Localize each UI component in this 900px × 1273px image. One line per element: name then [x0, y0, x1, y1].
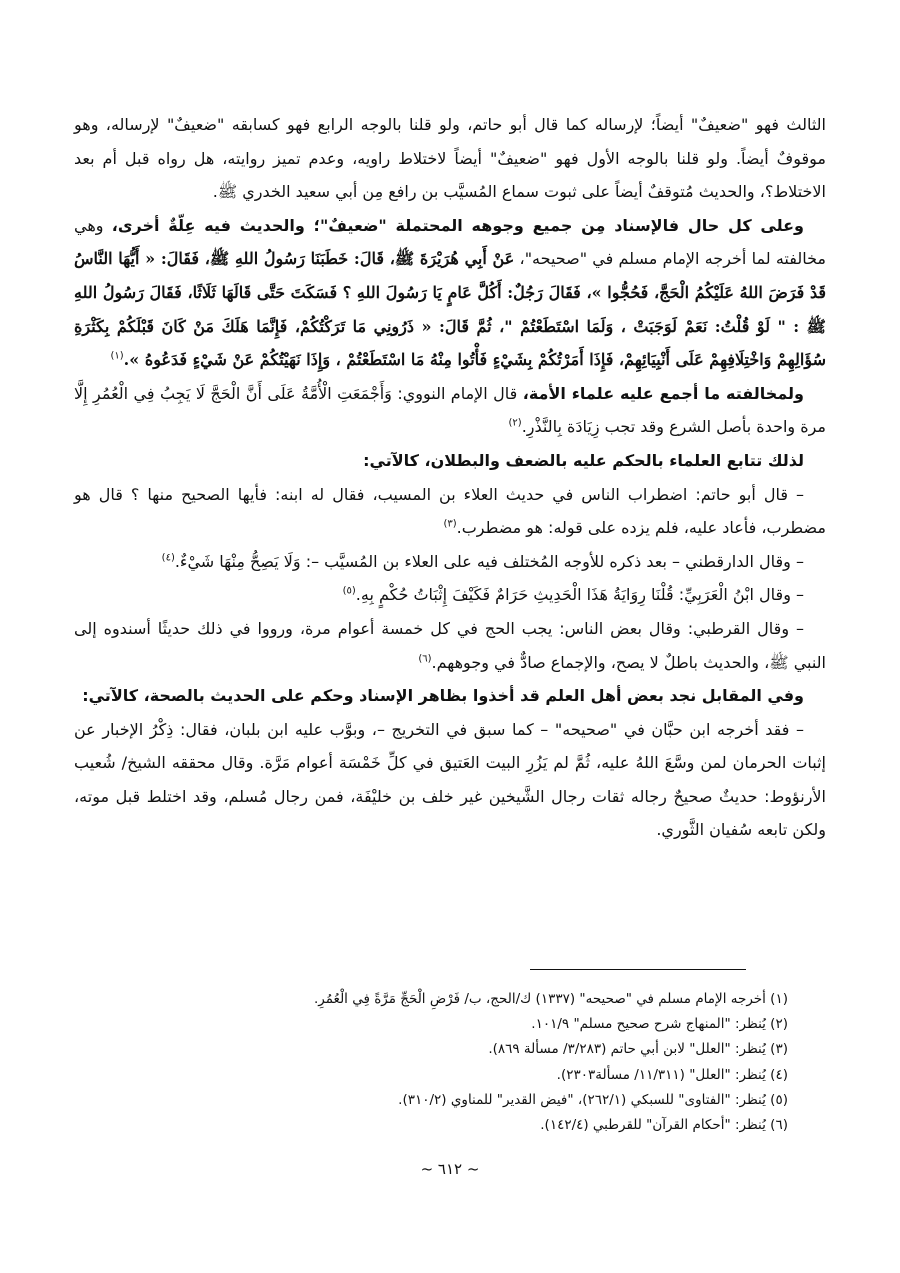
paragraph-3-bold: ولمخالفته ما أجمع عليه علماء الأمة، — [522, 383, 805, 403]
paragraph-2-text: وهي مخالفته لما أخرجه الإمام مسلم في "صحيحه"، — [74, 215, 826, 269]
paragraph-1: الثالث فهو "ضعيفٌ" أيضاً؛ لإرساله كما قال أبو حاتم، ولو قلنا بالوجه الرابع فهو كسابقه "ضعيفٌ" لإرساله، وهو موقوفٌ أيضاً. ولو قلنا بالوجه الأول فهو "ضعيفٌ" أيضاً لاختلاط راويه، وعدم تميز روايته، هل رواه قبل أم بعد الاختلاط؟، والحديث مُتوقفٌ أيضاً على ثبوت سماع المُسيَّب بن رافع مِن أبي سعيد الخدري ﷺ. — [74, 115, 826, 202]
paragraph-2-bold: وعلى كل حال فالإسناد مِن جميع وجوهه المحتملة "ضعيفٌ"؛ والحديث فيه عِلّةٌ أخرى، — [111, 215, 804, 235]
footnote-4: (٤) يُنظر: "العلل" (١١/٣١١/ مسألة٢٣٠٣). — [556, 1066, 788, 1083]
footnote-5: (٥) يُنظر: "الفتاوى" للسبكي (٢٦٢/١)، "فيض القدير" للمناوي (٣١٠/٢). — [398, 1091, 788, 1108]
paragraph-3 — [74, 377, 826, 444]
section-heading-1: لذلك تتابع العلماء بالحكم عليه بالضعف والبطلان، كالآتي: — [363, 450, 804, 470]
footnotes — [74, 987, 834, 1138]
paragraph-3-text: قال الإمام النووي: وَأَجْمَعَتِ الْأُمَّةُ عَلَى أَنَّ الْحَجَّ لَا يَجِبُ فِي الْعُمُرِ إِلَّا مرة واحدة بأصل الشرع وقد تجب زِيَادَة بِالنَّذْرِ. — [74, 383, 826, 437]
footnote-1: (١) أخرجه الإمام مسلم في "صحيحه" (١٣٣٧) ك/الحج، ب/ فَرْضِ الْحَجِّ مَرَّةً فِي الْعُمُرِ. — [314, 991, 788, 1007]
paragraph-4: – قال أبو حاتم: اضطراب الناس في حديث العلاء بن المسيب، فقال له ابنه: فأيها الصحيح منها ؟ قال هو مضطرب، فأعاد عليه، فلم يزده على قوله: هو مضطرب.$^{(٣)}$ — [74, 484, 826, 538]
footnote-ref-6: (٦) — [418, 653, 432, 665]
page-number: ~ ٦١٢ ~ — [420, 1160, 480, 1178]
footnote-ref-3: (٣) — [443, 518, 457, 530]
paragraph-7: – وقال القرطبي: وقال بعض الناس: يجب الحج في كل خمسة أعوام مرة، ورووا في ذلك حديثًا أسندوه إلى النبي ﷺ، والحديث باطلٌ لا يصح، والإجماع صادٌّ في وجوههم.$^{(٦)}$ — [74, 618, 826, 672]
footnote-separator — [530, 969, 746, 970]
footnote-ref-1: (١) — [110, 350, 124, 362]
main-text — [74, 108, 826, 847]
footnote-ref-5: (٥) — [342, 585, 356, 597]
footnote-ref-2: (٢) — [508, 418, 522, 430]
paragraph-2 — [74, 209, 826, 377]
footnote-6: (٦) يُنظر: "أحكام القرآن" للقرطبي (١٤٢/٤). — [540, 1117, 788, 1134]
paragraph-5: – وقال الدارقطني – بعد ذكره للأوجه المُختلف فيه على العلاء بن المُسيَّب –: وَلَا يَصِحُّ مِنْهَا شَيْءٌ.$^{(٤)}$ — [161, 551, 804, 571]
footnote-ref-4: (٤) — [161, 552, 175, 564]
footnote-2: (٢) يُنظر: "المنهاج شرح صحيح مسلم" ١٠١/٩. — [531, 1016, 788, 1033]
section-heading-2: وفي المقابل نجد بعض أهل العلم قد أخذوا بظاهر الإسناد وحكم على الحديث بالصحة، كالآتي: — [82, 686, 804, 706]
footnote-3: (٣) يُنظر: "العلل" لابن أبي حاتم (٣/٢٨٣/ مسألة ٨٦٩). — [488, 1041, 788, 1058]
paragraph-6: – وقال ابْنُ الْعَرَبِيِّ: قُلْنَا رِوَايَةُ هَذَا الْحَدِيثِ حَرَامٌ فَكَيْفَ إِثْبَاتُ حُكْمٍ بِهِ.$^{(٥)}$ — [342, 585, 804, 605]
paragraph-8: – فقد أخرجه ابن حبَّان في "صحيحه" – كما سبق في التخريج –، وبوَّب عليه ابن بلبان، فقال: ذِكْرُ الإخبار عن إثبات الحرمان لمن وسَّعَ اللهُ عليه، ثُمَّ لم يَزُرِ البيت العَتيق في كلِّ خَمْسَة أعوام مَرَّة. وقال محققه الشيخ/ شُعيب الأرنؤوط: حديثٌ صحيحٌ رجاله ثقات رجال الشَّيخين غير خلف بن خليْفَة، فمن رجال مُسلم، وقد اختلط قبل موته، ولكن تابعه سُفيان الثَّوري. — [74, 719, 826, 840]
hadith-quote: عَنْ أَبِي هُرَيْرَةَ ﷺ، قَالَ: خَطَبَنَا رَسُولُ اللهِ ﷺ، فَقَالَ: « أَيُّهَا النَّاسُ قَدْ فَرَضَ اللهُ عَلَيْكُمُ الْحَجَّ، فَحُجُّوا »، فَقَالَ رَجُلٌ: أَكُلَّ عَامٍ يَا رَسُولَ اللهِ ؟ فَسَكَتَ حَتَّى قَالَهَا ثَلَاثًا، فَقَالَ رَسُولُ اللهِ ﷺ : " لَوْ قُلْتُ: نَعَمْ لَوَجَبَتْ ، وَلَمَا اسْتَطَعْتُمْ "، ثُمَّ قَالَ: « ذَرُونِي مَا تَرَكْتُكُمْ، فَإِنَّمَا هَلَكَ مَنْ كَانَ قَبْلَكُمْ بِكَثْرَةِ سُؤَالِهِمْ وَاخْتِلَافِهِمْ عَلَى أَنْبِيَائِهِمْ، فَإِذَا أَمَرْتُكُمْ بِشَيْءٍ فَأْتُوا مِنْهُ مَا اسْتَطَعْتُمْ ، وَإِذَا نَهَيْتُكُمْ عَنْ شَيْءٍ فَدَعُوهُ ». — [74, 249, 827, 370]
